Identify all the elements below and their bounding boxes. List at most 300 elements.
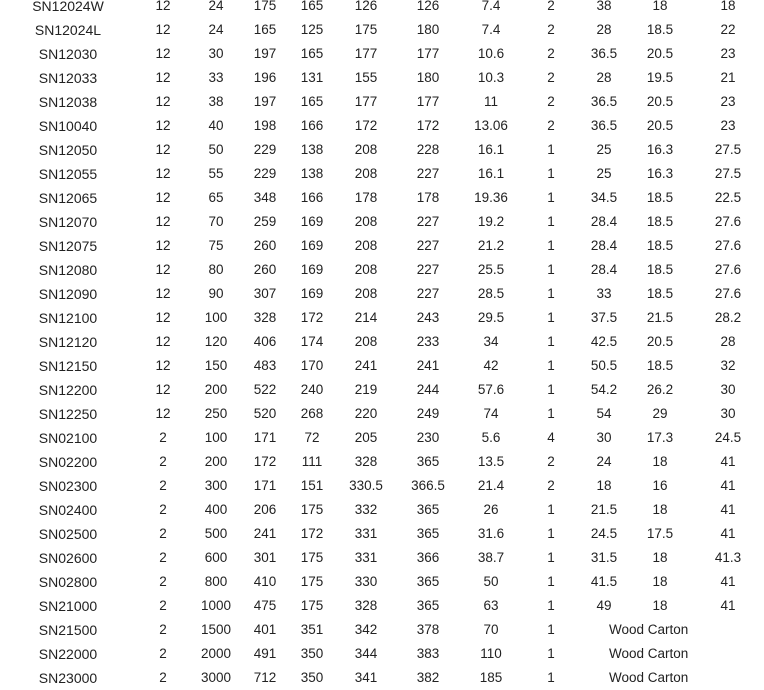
carton-width-cell: 18.5 xyxy=(646,358,674,373)
model-cell: SN12024W xyxy=(32,0,104,14)
carton-width-cell: 18 xyxy=(652,0,668,13)
voltage-cell: 2 xyxy=(159,598,167,613)
width-cell: 350 xyxy=(300,670,324,685)
width-cell: 174 xyxy=(300,334,324,349)
weight-cell: 63 xyxy=(483,598,499,613)
table-row xyxy=(0,42,764,66)
carton-length-cell: 34.5 xyxy=(590,190,618,205)
total-height-cell: 227 xyxy=(416,262,440,277)
table-row xyxy=(0,594,764,618)
weight-cell: 19.2 xyxy=(477,214,505,229)
length-cell: 172 xyxy=(253,454,277,469)
carton-length-cell: 30 xyxy=(596,430,612,445)
pcs-per-carton-cell: 2 xyxy=(547,94,555,109)
carton-width-cell: 18 xyxy=(652,502,668,517)
carton-width-cell: 20.5 xyxy=(646,94,674,109)
capacity-cell: 600 xyxy=(204,550,228,565)
height-cell: 172 xyxy=(354,118,378,133)
total-height-cell: 227 xyxy=(416,238,440,253)
carton-width-cell: 17.5 xyxy=(646,526,674,541)
total-height-cell: 382 xyxy=(416,670,440,685)
weight-cell: 10.3 xyxy=(477,70,505,85)
capacity-cell: 2000 xyxy=(200,646,232,661)
length-cell: 348 xyxy=(253,190,277,205)
carton-width-cell: 19.5 xyxy=(646,70,674,85)
model-cell: SN12055 xyxy=(38,166,98,182)
weight-cell: 16.1 xyxy=(477,142,505,157)
carton-width-cell: 20.5 xyxy=(646,334,674,349)
carton-length-cell: 41.5 xyxy=(590,574,618,589)
table-row xyxy=(0,162,764,186)
carton-width-cell: 18.5 xyxy=(646,238,674,253)
length-cell: 260 xyxy=(253,262,277,277)
carton-height-cell: 41 xyxy=(720,454,736,469)
carton-width-cell: 21.5 xyxy=(646,310,674,325)
width-cell: 170 xyxy=(300,358,324,373)
table-row xyxy=(0,90,764,114)
weight-cell: 29.5 xyxy=(477,310,505,325)
voltage-cell: 2 xyxy=(159,526,167,541)
total-height-cell: 178 xyxy=(416,190,440,205)
carton-height-cell: 23 xyxy=(720,94,736,109)
carton-width-cell: 18.5 xyxy=(646,286,674,301)
carton-height-cell: 22.5 xyxy=(714,190,742,205)
voltage-cell: 2 xyxy=(159,430,167,445)
table-row xyxy=(0,522,764,546)
width-cell: 351 xyxy=(300,622,324,637)
width-cell: 151 xyxy=(300,478,324,493)
model-cell: SN10040 xyxy=(38,118,98,134)
carton-height-cell: 27.5 xyxy=(714,142,742,157)
height-cell: 208 xyxy=(354,262,378,277)
length-cell: 410 xyxy=(253,574,277,589)
capacity-cell: 300 xyxy=(204,478,228,493)
carton-width-cell: 29 xyxy=(652,406,668,421)
capacity-cell: 400 xyxy=(204,502,228,517)
width-cell: 175 xyxy=(300,574,324,589)
model-cell: SN02500 xyxy=(38,526,98,542)
length-cell: 165 xyxy=(253,22,277,37)
length-cell: 491 xyxy=(253,646,277,661)
model-cell: SN12030 xyxy=(38,46,98,62)
table-row xyxy=(0,426,764,450)
carton-length-cell: 21.5 xyxy=(590,502,618,517)
table-row xyxy=(0,306,764,330)
model-cell: SN02600 xyxy=(38,550,98,566)
capacity-cell: 55 xyxy=(208,166,224,181)
pcs-per-carton-cell: 2 xyxy=(547,70,555,85)
carton-width-cell: 17.3 xyxy=(646,430,674,445)
voltage-cell: 12 xyxy=(155,22,171,37)
carton-height-cell: 28 xyxy=(720,334,736,349)
carton-height-cell: 23 xyxy=(720,118,736,133)
width-cell: 166 xyxy=(300,118,324,133)
weight-cell: 19.36 xyxy=(474,190,508,205)
height-cell: 205 xyxy=(354,430,378,445)
model-cell: SN22000 xyxy=(38,646,98,662)
carton-height-cell: 27.6 xyxy=(714,262,742,277)
length-cell: 229 xyxy=(253,166,277,181)
height-cell: 344 xyxy=(354,646,378,661)
pcs-per-carton-cell: 1 xyxy=(547,286,555,301)
table-row xyxy=(0,66,764,90)
table-row xyxy=(0,450,764,474)
carton-length-cell: 36.5 xyxy=(590,118,618,133)
total-height-cell: 180 xyxy=(416,22,440,37)
total-height-cell: 365 xyxy=(416,454,440,469)
length-cell: 197 xyxy=(253,46,277,61)
weight-cell: 110 xyxy=(480,646,502,661)
height-cell: 328 xyxy=(354,454,378,469)
pcs-per-carton-cell: 1 xyxy=(547,214,555,229)
total-height-cell: 365 xyxy=(416,502,440,517)
height-cell: 155 xyxy=(354,70,378,85)
total-height-cell: 172 xyxy=(416,118,440,133)
width-cell: 72 xyxy=(304,430,320,445)
total-height-cell: 244 xyxy=(416,382,440,397)
carton-height-cell: 41.3 xyxy=(714,550,742,565)
length-cell: 483 xyxy=(253,358,277,373)
voltage-cell: 12 xyxy=(155,238,171,253)
weight-cell: 21.2 xyxy=(477,238,505,253)
length-cell: 520 xyxy=(253,406,277,421)
voltage-cell: 12 xyxy=(155,262,171,277)
total-height-cell: 366 xyxy=(416,550,440,565)
capacity-cell: 500 xyxy=(204,526,228,541)
total-height-cell: 243 xyxy=(416,310,440,325)
model-cell: SN12090 xyxy=(38,286,98,302)
carton-length-cell: 28 xyxy=(596,70,612,85)
length-cell: 171 xyxy=(253,430,277,445)
capacity-cell: 100 xyxy=(204,310,228,325)
table-row xyxy=(0,354,764,378)
table-row xyxy=(0,570,764,594)
capacity-cell: 80 xyxy=(208,262,224,277)
model-cell: SN12250 xyxy=(38,406,98,422)
width-cell: 165 xyxy=(300,46,324,61)
pcs-per-carton-cell: 1 xyxy=(547,262,555,277)
weight-cell: 16.1 xyxy=(477,166,505,181)
width-cell: 175 xyxy=(300,502,324,517)
carton-width-cell: 16.3 xyxy=(646,166,674,181)
pcs-per-carton-cell: 1 xyxy=(547,502,555,517)
carton-length-cell: 24 xyxy=(596,454,612,469)
pcs-per-carton-cell: 1 xyxy=(547,622,555,637)
table-row xyxy=(0,402,764,426)
pcs-per-carton-cell: 2 xyxy=(547,118,555,133)
width-cell: 172 xyxy=(300,526,324,541)
voltage-cell: 12 xyxy=(155,310,171,325)
model-cell: SN12065 xyxy=(38,190,98,206)
pcs-per-carton-cell: 1 xyxy=(547,670,555,685)
total-height-cell: 230 xyxy=(416,430,440,445)
total-height-cell: 365 xyxy=(416,526,440,541)
carton-length-cell: 36.5 xyxy=(590,46,618,61)
width-cell: 350 xyxy=(300,646,324,661)
carton-height-cell: 41 xyxy=(720,526,736,541)
pcs-per-carton-cell: 1 xyxy=(547,574,555,589)
pcs-per-carton-cell: 2 xyxy=(547,0,555,13)
total-height-cell: 126 xyxy=(416,0,440,13)
weight-cell: 11 xyxy=(483,94,498,109)
model-cell: SN02800 xyxy=(38,574,98,590)
weight-cell: 13.06 xyxy=(474,118,508,133)
height-cell: 328 xyxy=(354,598,378,613)
capacity-cell: 75 xyxy=(208,238,224,253)
height-cell: 220 xyxy=(354,406,378,421)
total-height-cell: 233 xyxy=(416,334,440,349)
pcs-per-carton-cell: 1 xyxy=(547,334,555,349)
width-cell: 169 xyxy=(300,238,324,253)
voltage-cell: 12 xyxy=(155,358,171,373)
carton-width-cell: 18 xyxy=(652,454,668,469)
carton-height-cell: 27.6 xyxy=(714,238,742,253)
length-cell: 197 xyxy=(253,94,277,109)
total-height-cell: 177 xyxy=(416,94,440,109)
carton-length-cell: 37.5 xyxy=(590,310,618,325)
width-cell: 175 xyxy=(300,550,324,565)
pcs-per-carton-cell: 2 xyxy=(547,454,555,469)
carton-height-cell: 18 xyxy=(720,0,736,13)
height-cell: 126 xyxy=(354,0,378,13)
carton-height-cell: 41 xyxy=(720,502,736,517)
carton-length-cell: 49 xyxy=(596,598,612,613)
height-cell: 331 xyxy=(354,550,378,565)
width-cell: 169 xyxy=(300,214,324,229)
length-cell: 260 xyxy=(253,238,277,253)
length-cell: 229 xyxy=(253,142,277,157)
width-cell: 166 xyxy=(300,190,324,205)
voltage-cell: 12 xyxy=(155,190,171,205)
width-cell: 131 xyxy=(300,70,324,85)
total-height-cell: 227 xyxy=(416,214,440,229)
capacity-cell: 3000 xyxy=(200,670,232,685)
voltage-cell: 12 xyxy=(155,94,171,109)
height-cell: 178 xyxy=(354,190,378,205)
pcs-per-carton-cell: 1 xyxy=(547,142,555,157)
capacity-cell: 90 xyxy=(208,286,224,301)
model-cell: SN21000 xyxy=(38,598,98,614)
carton-length-cell: 28.4 xyxy=(590,238,618,253)
width-cell: 138 xyxy=(300,142,324,157)
capacity-cell: 40 xyxy=(208,118,224,133)
height-cell: 208 xyxy=(354,166,378,181)
carton-width-cell: 18.5 xyxy=(646,190,674,205)
pcs-per-carton-cell: 1 xyxy=(547,358,555,373)
width-cell: 268 xyxy=(300,406,324,421)
pcs-per-carton-cell: 2 xyxy=(547,478,555,493)
carton-width-cell: 26.2 xyxy=(646,382,674,397)
model-cell: SN21500 xyxy=(38,622,98,638)
total-height-cell: 180 xyxy=(416,70,440,85)
total-height-cell: 227 xyxy=(416,286,440,301)
table-row xyxy=(0,378,764,402)
carton-length-cell: 25 xyxy=(596,166,612,181)
carton-width-cell: 18.5 xyxy=(646,262,674,277)
voltage-cell: 2 xyxy=(159,478,167,493)
carton-length-cell: 54 xyxy=(596,406,612,421)
voltage-cell: 2 xyxy=(159,670,167,685)
carton-height-cell: 41 xyxy=(720,478,736,493)
length-cell: 712 xyxy=(253,670,277,685)
weight-cell: 7.4 xyxy=(481,0,501,13)
carton-height-cell: 30 xyxy=(720,406,736,421)
table-row xyxy=(0,234,764,258)
width-cell: 172 xyxy=(300,310,324,325)
table-row xyxy=(0,666,764,690)
capacity-cell: 150 xyxy=(204,358,228,373)
capacity-cell: 800 xyxy=(204,574,228,589)
height-cell: 341 xyxy=(354,670,378,685)
pcs-per-carton-cell: 4 xyxy=(547,430,555,445)
length-cell: 475 xyxy=(253,598,277,613)
carton-height-cell: 27.5 xyxy=(714,166,742,181)
total-height-cell: 383 xyxy=(416,646,440,661)
width-cell: 138 xyxy=(300,166,324,181)
pcs-per-carton-cell: 1 xyxy=(547,382,555,397)
table-row xyxy=(0,0,764,18)
model-cell: SN12150 xyxy=(38,358,98,374)
pcs-per-carton-cell: 1 xyxy=(547,598,555,613)
carton-length-cell: 50.5 xyxy=(590,358,618,373)
capacity-cell: 65 xyxy=(208,190,224,205)
width-cell: 125 xyxy=(300,22,324,37)
pcs-per-carton-cell: 1 xyxy=(547,310,555,325)
capacity-cell: 200 xyxy=(204,454,228,469)
carton-length-cell: 28 xyxy=(596,22,612,37)
carton-length-cell: 25 xyxy=(596,142,612,157)
weight-cell: 74 xyxy=(483,406,499,421)
model-cell: SN12070 xyxy=(38,214,98,230)
table-row xyxy=(0,546,764,570)
total-height-cell: 365 xyxy=(416,598,440,613)
voltage-cell: 2 xyxy=(159,646,167,661)
carton-height-cell: 27.6 xyxy=(714,214,742,229)
length-cell: 198 xyxy=(253,118,277,133)
weight-cell: 13.5 xyxy=(477,454,505,469)
carton-width-cell: 16.3 xyxy=(646,142,674,157)
carton-height-cell: 32 xyxy=(720,358,736,373)
table-row xyxy=(0,258,764,282)
height-cell: 331 xyxy=(354,526,378,541)
voltage-cell: 2 xyxy=(159,550,167,565)
capacity-cell: 1500 xyxy=(200,622,232,637)
capacity-cell: 33 xyxy=(208,70,224,85)
capacity-cell: 50 xyxy=(208,142,224,157)
length-cell: 522 xyxy=(253,382,277,397)
total-height-cell: 378 xyxy=(416,622,440,637)
carton-width-cell: 20.5 xyxy=(646,118,674,133)
height-cell: 330.5 xyxy=(349,478,383,493)
table-row xyxy=(0,474,764,498)
pcs-per-carton-cell: 1 xyxy=(547,238,555,253)
carton-length-cell: 42.5 xyxy=(590,334,618,349)
model-cell: SN02100 xyxy=(38,430,98,446)
pcs-per-carton-cell: 1 xyxy=(547,406,555,421)
weight-cell: 7.4 xyxy=(481,22,501,37)
weight-cell: 26 xyxy=(483,502,499,517)
carton-width-cell: 20.5 xyxy=(646,46,674,61)
carton-height-cell: 41 xyxy=(720,574,736,589)
voltage-cell: 2 xyxy=(159,622,167,637)
total-height-cell: 228 xyxy=(416,142,440,157)
capacity-cell: 24 xyxy=(208,0,224,13)
height-cell: 208 xyxy=(354,334,378,349)
carton-length-cell: 33 xyxy=(596,286,612,301)
carton-width-cell: 18.5 xyxy=(646,22,674,37)
length-cell: 171 xyxy=(253,478,277,493)
carton-width-cell: 18.5 xyxy=(646,214,674,229)
capacity-cell: 70 xyxy=(208,214,224,229)
weight-cell: 31.6 xyxy=(477,526,505,541)
carton-height-cell: 21 xyxy=(720,70,736,85)
capacity-cell: 1000 xyxy=(200,598,232,613)
carton-height-cell: 28.2 xyxy=(714,310,742,325)
height-cell: 177 xyxy=(354,46,378,61)
length-cell: 241 xyxy=(253,526,277,541)
table-row xyxy=(0,138,764,162)
model-cell: SN12050 xyxy=(38,142,98,158)
carton-length-cell: 54.2 xyxy=(590,382,618,397)
carton-height-cell: 24.5 xyxy=(714,430,742,445)
model-cell: SN02300 xyxy=(38,478,98,494)
carton-length-cell: 31.5 xyxy=(590,550,618,565)
model-cell: SN12075 xyxy=(38,238,98,254)
voltage-cell: 12 xyxy=(155,70,171,85)
width-cell: 169 xyxy=(300,262,324,277)
pcs-per-carton-cell: 1 xyxy=(547,646,555,661)
carton-width-cell: 18 xyxy=(652,574,668,589)
weight-cell: 57.6 xyxy=(477,382,505,397)
table-row xyxy=(0,18,764,42)
weight-cell: 70 xyxy=(483,622,499,637)
carton-height-cell: 22 xyxy=(720,22,736,37)
capacity-cell: 200 xyxy=(204,382,228,397)
capacity-cell: 24 xyxy=(208,22,224,37)
capacity-cell: 38 xyxy=(208,94,224,109)
model-cell: SN12120 xyxy=(38,334,98,350)
weight-cell: 42 xyxy=(483,358,499,373)
weight-cell: 50 xyxy=(483,574,499,589)
weight-cell: 21.4 xyxy=(477,478,505,493)
length-cell: 307 xyxy=(253,286,277,301)
carton-length-cell: 38 xyxy=(596,0,612,13)
model-cell: SN12038 xyxy=(38,94,98,110)
voltage-cell: 12 xyxy=(155,0,171,13)
carton-height-cell: 27.6 xyxy=(714,286,742,301)
height-cell: 330 xyxy=(354,574,378,589)
voltage-cell: 12 xyxy=(155,286,171,301)
voltage-cell: 12 xyxy=(155,406,171,421)
voltage-cell: 2 xyxy=(159,454,167,469)
voltage-cell: 12 xyxy=(155,118,171,133)
length-cell: 301 xyxy=(253,550,277,565)
weight-cell: 28.5 xyxy=(477,286,505,301)
model-cell: SN12080 xyxy=(38,262,98,278)
pcs-per-carton-cell: 2 xyxy=(547,46,555,61)
width-cell: 111 xyxy=(301,454,323,469)
table-row xyxy=(0,618,764,642)
total-height-cell: 249 xyxy=(416,406,440,421)
total-height-cell: 227 xyxy=(416,166,440,181)
total-height-cell: 366.5 xyxy=(411,478,445,493)
height-cell: 214 xyxy=(354,310,378,325)
carton-width-cell: 18 xyxy=(652,598,668,613)
total-height-cell: 365 xyxy=(416,574,440,589)
height-cell: 177 xyxy=(354,94,378,109)
model-cell: SN12033 xyxy=(38,70,98,86)
table-row xyxy=(0,282,764,306)
